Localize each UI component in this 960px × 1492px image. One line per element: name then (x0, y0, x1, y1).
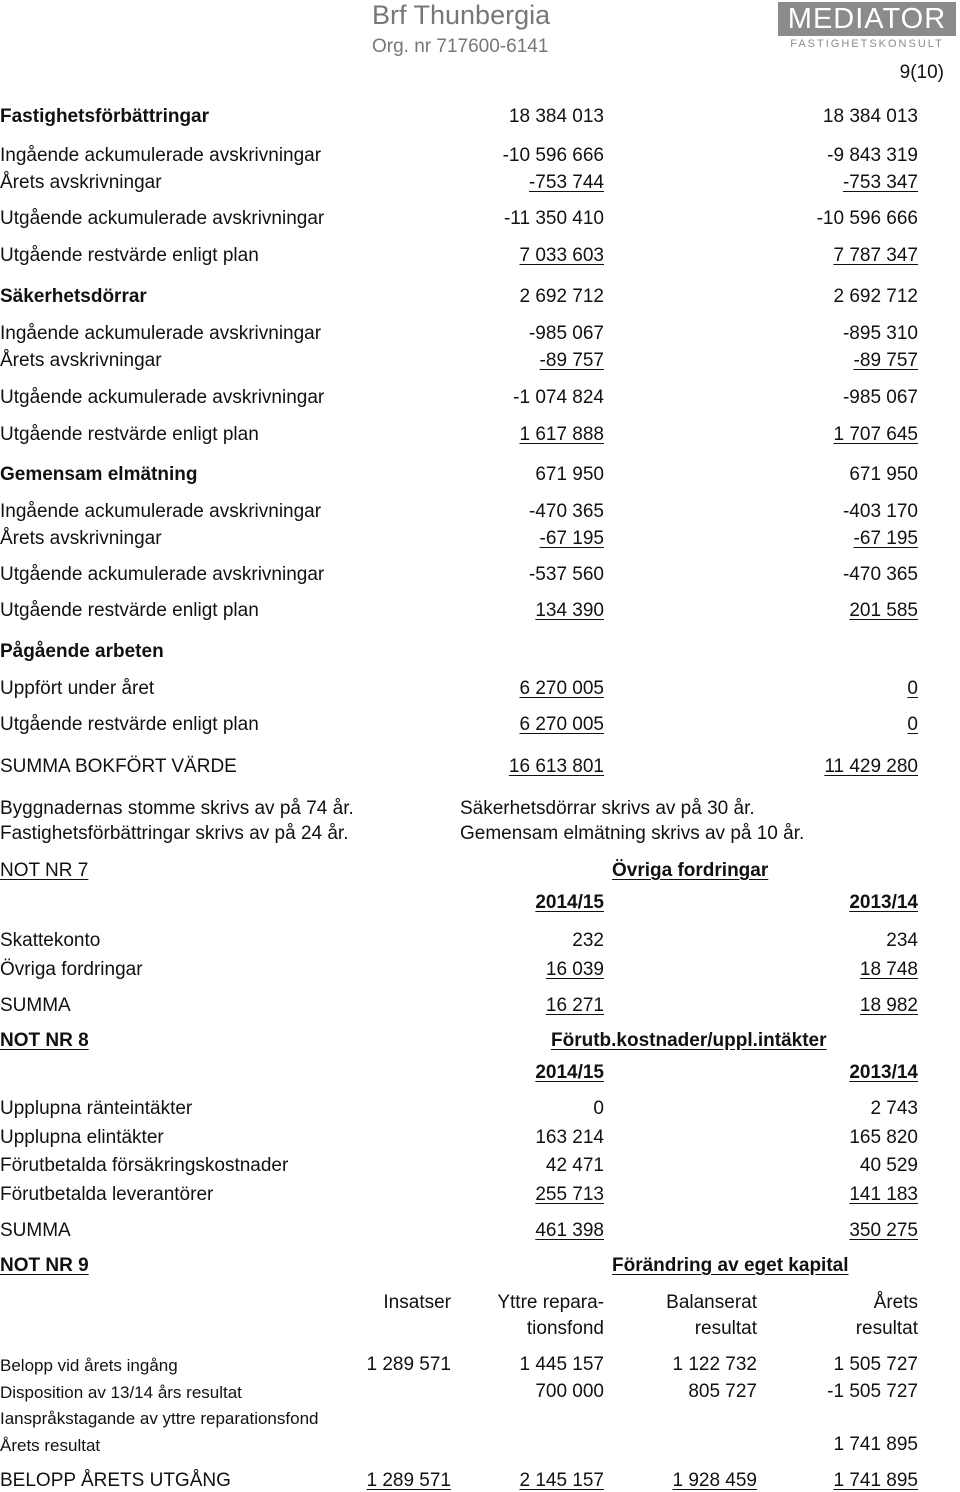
value-previous: 2 692 712 (833, 286, 918, 307)
section-title: Pågående arbeten (0, 641, 164, 662)
note-number: NOT NR 8 (0, 1030, 89, 1051)
row-label: Ianspråkstagande av yttre reparationsfond (0, 1409, 319, 1428)
value-previous: -753 347 (842, 172, 918, 193)
depreciation-note: Byggnadernas stomme skrivs av på 74 år. (0, 798, 354, 819)
value-current: -1 074 824 (513, 387, 604, 408)
value-current: 0 (593, 1098, 604, 1119)
value-current: -67 195 (539, 528, 604, 549)
year-header: 2014/15 (535, 1062, 604, 1083)
value-previous: 7 787 347 (833, 245, 918, 266)
value-current: 163 214 (535, 1127, 604, 1148)
year-header: 2013/14 (849, 892, 918, 913)
value-previous: 40 529 (859, 1155, 918, 1176)
value-previous: -895 310 (842, 323, 918, 344)
depreciation-note: Gemensam elmätning skrivs av på 10 år. (460, 823, 805, 844)
column-header-balanserat: Balanserat (666, 1292, 757, 1313)
value-previous: -9 843 319 (827, 145, 918, 166)
row-label: Belopp vid årets ingång (0, 1356, 178, 1375)
column-header-insatser: Insatser (383, 1292, 451, 1313)
note-title: Förändring av eget kapital (612, 1255, 849, 1276)
balanserat-value: 1 122 732 (672, 1354, 757, 1375)
summary-value-current: 16 271 (545, 995, 604, 1016)
value-current: 7 033 603 (519, 245, 604, 266)
row-label: Utgående restvärde enligt plan (0, 600, 259, 621)
summary-value-previous: 11 429 280 (824, 756, 918, 777)
value-previous: 141 183 (849, 1184, 918, 1205)
value-previous: 2 743 (870, 1098, 918, 1119)
arets-value: 1 741 895 (833, 1434, 918, 1455)
fond-value: 1 445 157 (519, 1354, 604, 1375)
value-current: 6 270 005 (519, 678, 604, 699)
value-previous: 18 384 013 (822, 106, 918, 127)
balanserat-value: 805 727 (688, 1381, 757, 1402)
row-label: Upplupna ränteintäkter (0, 1098, 193, 1119)
page-number: 9(10) (899, 62, 944, 83)
row-label: Förutbetalda försäkringskostnader (0, 1155, 289, 1176)
org-number: Org. nr 717600-6141 (372, 36, 549, 57)
row-label: Utgående ackumulerade avskrivningar (0, 387, 325, 408)
row-label: Utgående restvärde enligt plan (0, 714, 259, 735)
row-label: Årets resultat (0, 1436, 101, 1455)
value-current: 134 390 (535, 600, 604, 621)
depreciation-note: Säkerhetsdörrar skrivs av på 30 år. (460, 798, 755, 819)
note-title: Övriga fordringar (612, 860, 769, 881)
section-title: Säkerhetsdörrar (0, 286, 147, 307)
arets-value: -1 505 727 (827, 1381, 918, 1402)
note-title: Förutb.kostnader/uppl.intäkter (551, 1030, 827, 1051)
fond-total: 2 145 157 (519, 1470, 604, 1491)
value-current: 1 617 888 (519, 424, 604, 445)
value-current: 6 270 005 (519, 714, 604, 735)
section-title: Fastighetsförbättringar (0, 106, 210, 127)
row-label: Disposition av 13/14 års resultat (0, 1383, 242, 1402)
row-label: Övriga fordringar (0, 959, 143, 980)
value-previous: -403 170 (842, 501, 918, 522)
document-title: Brf Thunbergia (372, 0, 551, 30)
summary-label: SUMMA BOKFÖRT VÄRDE (0, 756, 237, 777)
note-number: NOT NR 7 (0, 860, 89, 881)
summary-value-current: 16 613 801 (508, 756, 604, 777)
row-label: Förutbetalda leverantörer (0, 1184, 214, 1205)
row-label: Ingående ackumulerade avskrivningar (0, 501, 322, 522)
row-label: Ingående ackumulerade avskrivningar (0, 323, 322, 344)
mediator-logo (778, 2, 956, 52)
insatser-value: 1 289 571 (366, 1354, 451, 1375)
year-header: 2013/14 (849, 1062, 918, 1083)
depreciation-note: Fastighetsförbättringar skrivs av på 24 år. (0, 823, 349, 844)
row-label: Skattekonto (0, 930, 101, 951)
row-label: Utgående restvärde enligt plan (0, 424, 259, 445)
row-label: Utgående ackumulerade avskrivningar (0, 208, 325, 229)
fond-value: 700 000 (535, 1381, 604, 1402)
value-previous: 0 (907, 714, 918, 735)
arets-value: 1 505 727 (833, 1354, 918, 1375)
row-label: Uppfört under året (0, 678, 155, 699)
row-label: Ingående ackumulerade avskrivningar (0, 145, 322, 166)
value-previous: 0 (907, 678, 918, 699)
value-current: 18 384 013 (508, 106, 604, 127)
value-current: 255 713 (535, 1184, 604, 1205)
row-label: Utgående ackumulerade avskrivningar (0, 564, 325, 585)
column-header-balanserat: resultat (694, 1318, 757, 1339)
logo-wordmark: MEDIATOR (778, 2, 956, 36)
arets-total: 1 741 895 (833, 1470, 918, 1491)
row-label: Utgående restvärde enligt plan (0, 245, 259, 266)
value-current: -537 560 (528, 564, 604, 585)
insatser-total: 1 289 571 (366, 1470, 451, 1491)
value-current: 671 950 (535, 464, 604, 485)
value-current: 232 (572, 930, 604, 951)
value-previous: 18 748 (859, 959, 918, 980)
logo-tagline: FASTIGHETSKONSULT (790, 38, 944, 50)
value-previous: 234 (886, 930, 918, 951)
value-current: -985 067 (528, 323, 604, 344)
value-previous: -470 365 (842, 564, 918, 585)
value-current: -89 757 (539, 350, 604, 371)
section-title: Gemensam elmätning (0, 464, 198, 485)
value-current: -10 596 666 (502, 145, 604, 166)
value-current: -753 744 (528, 172, 604, 193)
value-previous: 671 950 (849, 464, 918, 485)
column-header-fond: Yttre repara- (497, 1292, 604, 1313)
value-current: 42 471 (545, 1155, 604, 1176)
summary-value-previous: 18 982 (859, 995, 918, 1016)
total-label: BELOPP ÅRETS UTGÅNG (0, 1470, 231, 1491)
row-label: Årets avskrivningar (0, 528, 162, 549)
value-previous: -985 067 (842, 387, 918, 408)
value-current: -470 365 (528, 501, 604, 522)
value-previous: -10 596 666 (816, 208, 918, 229)
value-previous: 165 820 (849, 1127, 918, 1148)
value-previous: 1 707 645 (833, 424, 918, 445)
column-header-arets: Årets (873, 1292, 918, 1313)
row-label: Årets avskrivningar (0, 172, 162, 193)
value-current: 2 692 712 (519, 286, 604, 307)
note-number: NOT NR 9 (0, 1255, 89, 1276)
column-header-fond: tionsfond (526, 1318, 604, 1339)
value-current: 16 039 (545, 959, 604, 980)
balanserat-total: 1 928 459 (672, 1470, 757, 1491)
value-previous: -89 757 (853, 350, 918, 371)
year-header: 2014/15 (535, 892, 604, 913)
column-header-arets: resultat (855, 1318, 918, 1339)
row-label: Årets avskrivningar (0, 350, 162, 371)
summary-label: SUMMA (0, 1220, 71, 1241)
row-label: Upplupna elintäkter (0, 1127, 164, 1148)
summary-value-previous: 350 275 (849, 1220, 918, 1241)
value-current: -11 350 410 (503, 208, 604, 229)
value-previous: -67 195 (853, 528, 918, 549)
value-previous: 201 585 (849, 600, 918, 621)
summary-value-current: 461 398 (535, 1220, 604, 1241)
summary-label: SUMMA (0, 995, 71, 1016)
